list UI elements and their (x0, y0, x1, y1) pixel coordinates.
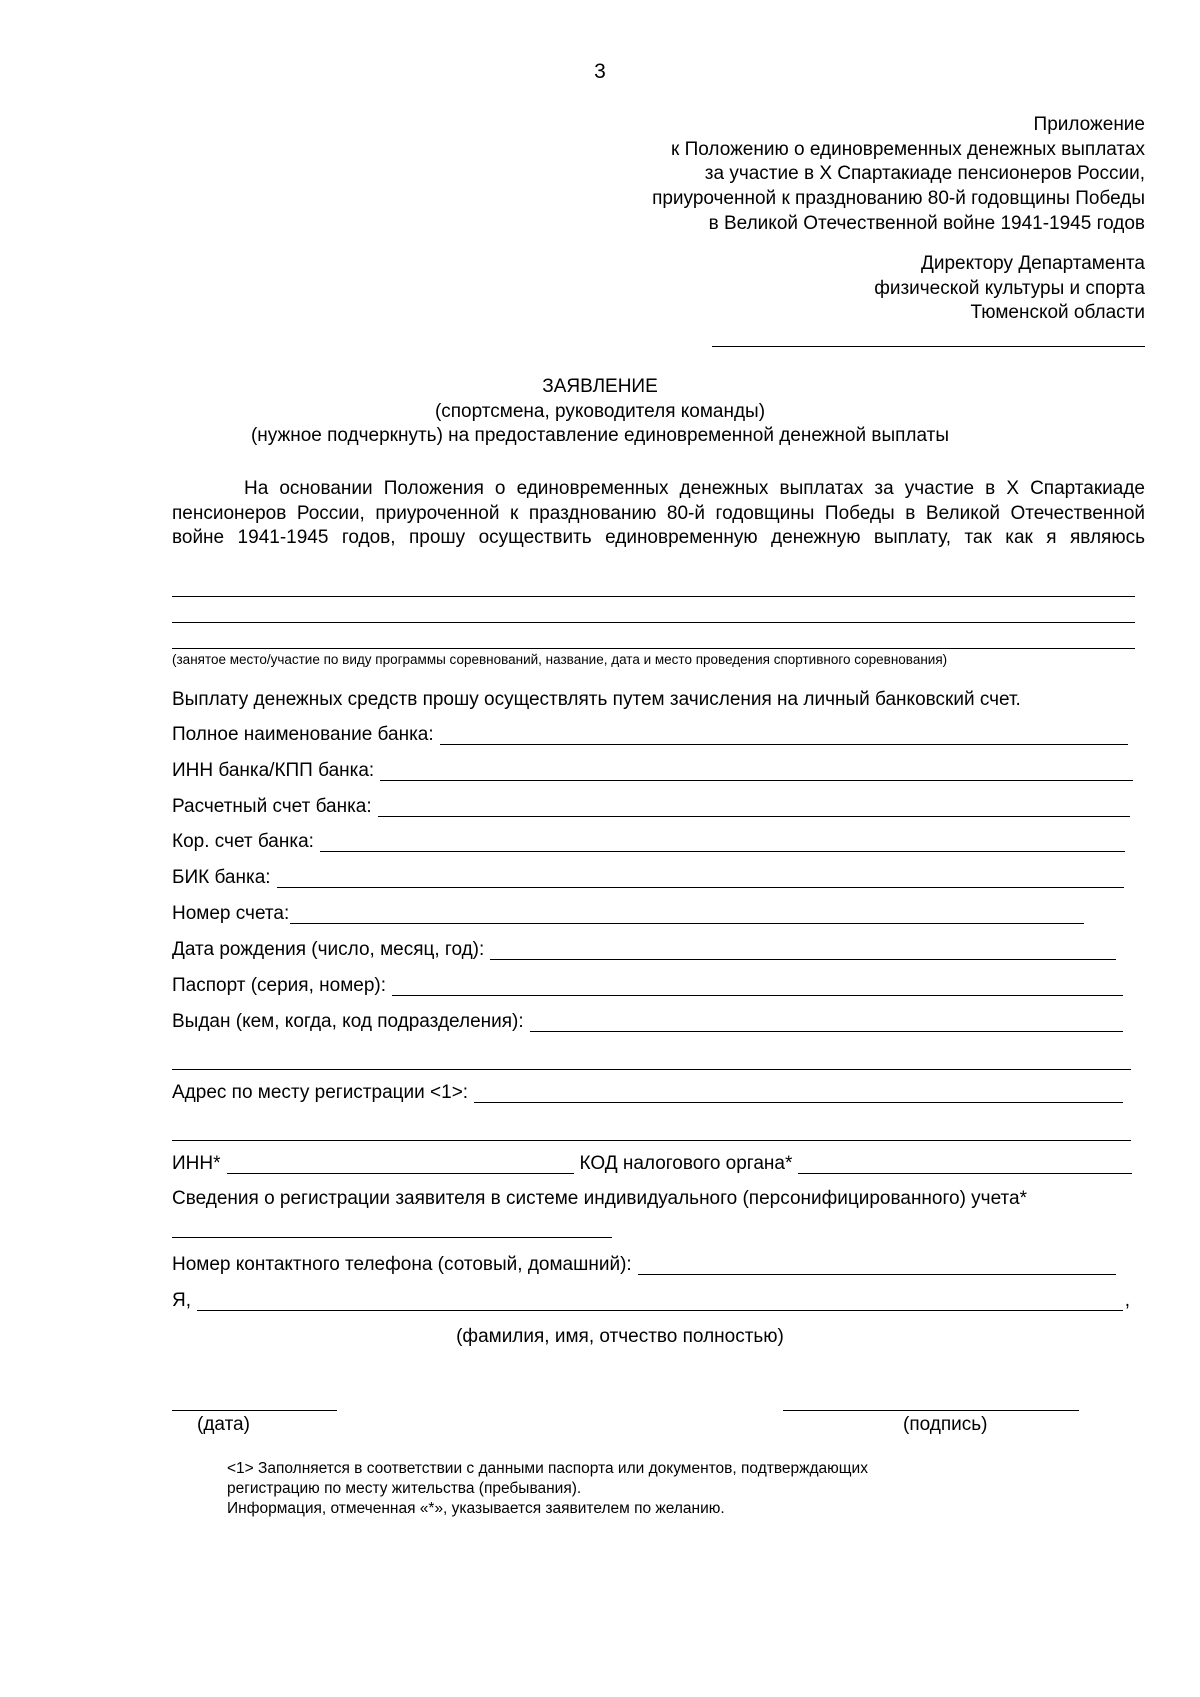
document-title (0, 375, 1200, 449)
body-text: На основании Положения о единовременных денежных выплатах за участие в Х Спартакиаде пенсионеров России, приуроченной к празднованию 80-й годовщины Победы в Великой Отечественной войне 1941-1945 годов, прошу осуществить единовременную денежную выплату, так как я являюсь (172, 478, 1145, 549)
date-caption: (дата) (197, 1414, 250, 1435)
passport-field[interactable] (392, 995, 1123, 996)
account-number-field[interactable] (290, 923, 1084, 924)
footnote-line: <1> Заполняется в соответствии с данными паспорта или документов, подтверждающих (227, 1460, 868, 1477)
passport-row (172, 974, 1123, 999)
competition-line-1[interactable] (172, 596, 1135, 597)
address-field[interactable] (474, 1102, 1123, 1103)
corr-account-row (172, 830, 1125, 855)
bank-account-label: Расчетный счет банка: (172, 796, 372, 817)
bank-inn-row (172, 759, 1133, 784)
competition-note: (занятое место/участие по виду программы соревнований, название, дата и место проведения спортивного соревнования) (172, 652, 948, 667)
title-main: ЗАЯВЛЕНИЕ (542, 376, 658, 397)
address-field-line-2[interactable] (172, 1140, 1131, 1141)
bank-name-label: Полное наименование банка: (172, 724, 434, 745)
annex-line: Приложение (1033, 114, 1145, 135)
issued-by-field-line-2[interactable] (172, 1069, 1131, 1070)
competition-line-3[interactable] (172, 648, 1135, 649)
body-paragraph (172, 477, 1145, 551)
date-field[interactable] (172, 1410, 337, 1411)
bank-name-field[interactable] (440, 744, 1128, 745)
fio-suffix: , (1124, 1290, 1130, 1311)
footnotes (227, 1459, 868, 1519)
bik-field[interactable] (277, 887, 1124, 888)
annex-line: за участие в Х Спартакиаде пенсионеров России, (704, 163, 1145, 185)
bik-label: БИК банка: (172, 867, 271, 888)
phone-field[interactable] (638, 1274, 1116, 1275)
bank-inn-label: ИНН банка/КПП банка: (172, 760, 375, 781)
fio-row (172, 1289, 1130, 1314)
addressee (874, 252, 1145, 326)
addressee-line: Тюменской области (970, 302, 1145, 324)
title-subtitle: (нужное подчеркнуть) на предоставление единовременной денежной выплаты (250, 425, 950, 447)
birth-date-field[interactable] (490, 959, 1116, 960)
birth-date-label: Дата рождения (число, месяц, год): (172, 939, 485, 960)
phone-label: Номер контактного телефона (сотовый, домашний): (172, 1254, 632, 1275)
addressee-line: физической культуры и спорта (874, 277, 1145, 299)
tax-code-label: КОД налогового органа* (579, 1153, 793, 1174)
account-number-label: Номер счета: (172, 903, 290, 924)
account-number-row (172, 902, 1084, 927)
addressee-line: Директору Департамента (920, 253, 1145, 274)
bank-inn-field[interactable] (380, 780, 1133, 781)
fio-field[interactable] (197, 1310, 1123, 1311)
addressee-name-field[interactable] (712, 346, 1145, 347)
inn-row (172, 1152, 1132, 1177)
annex-line: к Положению о единовременных денежных выплатах (671, 138, 1145, 160)
phone-row (172, 1253, 1116, 1278)
address-row (172, 1081, 1123, 1106)
annex-line: приуроченной к празднованию 80-й годовщины Победы (652, 188, 1145, 210)
passport-label: Паспорт (серия, номер): (172, 975, 386, 996)
signature-field[interactable] (783, 1410, 1079, 1411)
inn-label: ИНН* (172, 1153, 221, 1174)
registration-info-field[interactable] (172, 1237, 612, 1238)
competition-line-2[interactable] (172, 622, 1135, 623)
issued-by-label: Выдан (кем, когда, код подразделения): (172, 1011, 524, 1032)
registration-info-label: Сведения о регистрации заявителя в системе индивидуального (персонифицированного) учета* (172, 1188, 1027, 1209)
issued-by-row (172, 1010, 1123, 1035)
corr-account-field[interactable] (320, 851, 1125, 852)
signature-caption: (подпись) (903, 1414, 988, 1435)
fio-caption: (фамилия, имя, отчество полностью) (456, 1326, 784, 1347)
birth-date-row (172, 938, 1116, 963)
footnote-line: Информация, отмеченная «*», указывается заявителем по желанию. (227, 1500, 725, 1518)
footnote-line: регистрацию по месту жительства (пребывания). (227, 1480, 582, 1498)
inn-field[interactable] (227, 1173, 574, 1174)
corr-account-label: Кор. счет банка: (172, 831, 314, 852)
fio-prefix: Я, (172, 1290, 191, 1311)
title-subtitle: (спортсмена, руководителя команды) (434, 400, 766, 422)
bank-account-row (172, 795, 1130, 820)
tax-code-field[interactable] (798, 1173, 1132, 1174)
bik-row (172, 866, 1124, 891)
issued-by-field[interactable] (530, 1031, 1123, 1032)
bank-account-field[interactable] (378, 816, 1130, 817)
payment-request: Выплату денежных средств прошу осуществлять путем зачисления на личный банковский счет. (172, 689, 1021, 710)
address-label: Адрес по месту регистрации <1>: (172, 1082, 469, 1103)
page-number: 3 (594, 60, 606, 83)
bank-name-row (172, 723, 1128, 748)
annex-line: в Великой Отечественной войне 1941-1945 годов (708, 212, 1145, 234)
annex-header (652, 113, 1145, 236)
